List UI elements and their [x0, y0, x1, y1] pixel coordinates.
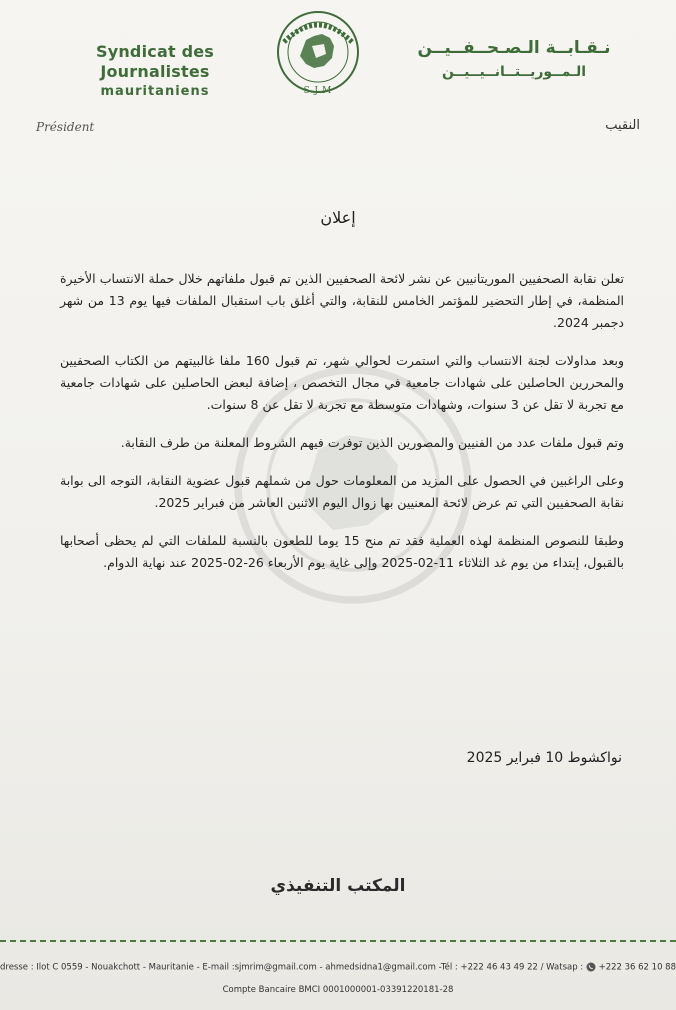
signature-block: المكتب التنفيذي — [270, 876, 406, 896]
paragraph: وعلى الراغبين في الحصول على المزيد من المعلومات حول من شملهم قبول عضوية النقابة، التوجه الى بوابة نقابة الصحفيين التي تم عرض لائحة المعنيين بها زوال اليوم الاثنين العاشر من فبراير 2025. — [60, 473, 624, 510]
footer-contact-line — [0, 962, 676, 973]
paragraph: وطبقا للنصوص المنظمة لهذه العملية فقد تم منح 15 يوما للطعون بالنسبة للملفات التي لم يحظى أصحابها بالقبول، إبتداء من يوم غد الثلاثاء 11-02-2025 وإلى غاية يوم الأربعاء 26-02-2025 عند نهاية الدوام. — [60, 533, 624, 570]
whatsapp-number: +222 36 62 10 88 — [598, 962, 676, 973]
logo-abbreviation: S.J.M — [303, 86, 333, 96]
org-name-french-line2: mauritaniens — [100, 84, 210, 99]
footer-divider — [0, 940, 676, 944]
paragraph: وبعد مداولات لجنة الانتساب والتي استمرت لحوالي شهر، تم قبول 160 ملفا غالبيتهم من الكتاب الصحفيين والمحررين الحاصلين على شهادات جامعية في مجال التخصص ، إضافة لبعض الحاصلين على شهادات جامعية مع تجربة لا تقل عن 3 سنوات، وشهادات متوسطة مع تجربة لا تقل عن 8 سنوات. — [60, 353, 625, 412]
president-label-arabic: النقيب — [605, 118, 640, 133]
org-name-french — [40, 42, 270, 102]
org-name-arabic-line2: الـمــوريــتــانــيــيــن — [442, 64, 586, 80]
announcement-title: إعلان — [320, 208, 356, 227]
org-name-arabic-line1: نـقـابــة الـصـحــفــيــن — [417, 38, 611, 58]
footer-bank-line: Compte Bancaire BMCI 0001000001-03391220181-28 — [222, 985, 454, 995]
org-name-arabic — [394, 36, 634, 84]
paragraph: تعلن نقابة الصحفيين الموريتانيين عن نشر لائحة الصحفيين الذين تم قبول ملفاتهم خلال حملة الانتساب الأخيرة المنظمة، في إطار التحضير للمؤتمر الخامس للنقابة، والتي أغلق باب استقبال الملفات فيها يوم 13 من شهر دجمبر 2024. — [60, 271, 624, 330]
org-name-french-line1: Syndicat des Journalistes — [95, 42, 214, 81]
place-date-line: نواكشوط 10 فبراير 2025 — [466, 750, 622, 766]
announcement-body — [60, 268, 624, 590]
president-label-french: Président — [36, 120, 95, 134]
whatsapp-icon — [586, 962, 596, 972]
footer-contact-text: dresse : Ilot C 0559 - Nouakchott - Mauritanie - E-mail :sjmrim@gmail.com - ahmedsidna1@gmail.com -Tél : +222 46 43 49 22 / Watsap : — [0, 962, 584, 973]
paragraph: وتم قبول ملفات عدد من الفنيين والمصورين الذين توفرت فيهم الشروط المعلنة من طرف النقابة. — [120, 435, 624, 450]
